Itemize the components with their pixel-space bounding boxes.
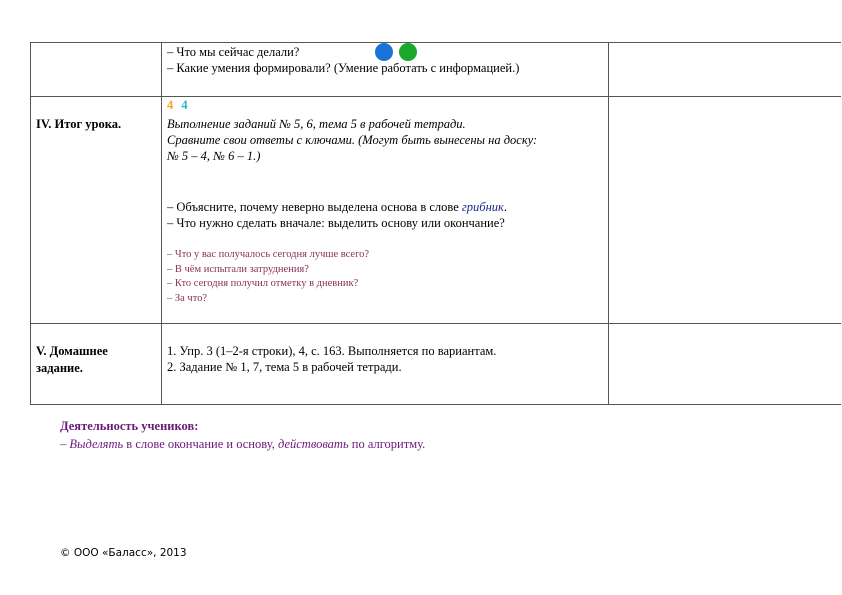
blue-circle-marker xyxy=(375,43,393,61)
marker-orange: 4 xyxy=(167,98,174,112)
activity-block xyxy=(60,418,425,452)
activity-title: Деятельность учеников: xyxy=(60,419,199,433)
row2-markers xyxy=(167,98,188,113)
homework-item-2: 2. Задание № 1, 7, тема 5 в рабочей тетради. xyxy=(167,360,402,374)
copyright-footer: © ООО «Баласс», 2013 xyxy=(60,547,187,559)
reflection-item: – За что? xyxy=(167,292,208,304)
task-line-3: № 5 – 4, № 6 – 1.) xyxy=(167,149,261,163)
reflection-item: – Кто сегодня получил отметку в дневник? xyxy=(167,278,359,289)
green-circle-marker xyxy=(399,43,417,61)
row2-questions xyxy=(167,199,507,231)
reflection-item: – Что у вас получалось сегодня лучше всего? xyxy=(167,249,370,260)
table-column-divider xyxy=(608,42,609,405)
row1-question-2: – Какие умения формировали? (Умение работать с информацией.) xyxy=(167,61,520,75)
reflection-item: – В чём испытали затруднения? xyxy=(167,263,309,275)
homework-content xyxy=(167,343,496,375)
table-row-divider xyxy=(30,96,841,97)
row1-question-1: – Что мы сейчас делали? xyxy=(167,45,300,59)
stage-title-homework: V. Домашнее задание. xyxy=(36,344,108,375)
reflection-questions xyxy=(167,248,369,306)
table-border-top xyxy=(30,42,841,43)
table-border-left xyxy=(30,42,31,405)
homework-item-1: 1. Упр. 3 (1–2-я строки), 4, с. 163. Выполняется по вариантам. xyxy=(167,344,497,358)
question-explain: – Объясните, почему неверно выделена основа в слове грибник. xyxy=(167,200,507,214)
marker-cyan: 4 xyxy=(181,98,188,112)
row2-task xyxy=(167,116,537,164)
task-line-2: Сравните свои ответы с ключами. (Могут быть вынесены на доску: xyxy=(167,133,538,147)
task-line-1: Выполнение заданий № 5, 6, тема 5 в рабочей тетради. xyxy=(167,117,466,131)
question-first-step: – Что нужно сделать вначале: выделить основу или окончание? xyxy=(167,216,505,230)
row1-content xyxy=(167,44,519,76)
word-gribnik: грибник xyxy=(461,200,504,214)
activity-text: – Выделять в слове окончание и основу, действовать по алгоритму. xyxy=(60,437,426,451)
table-border-bottom xyxy=(30,404,841,405)
table-row-divider xyxy=(30,323,841,324)
stage-title-summary: IV. Итог урока. xyxy=(36,117,122,131)
table-column-divider xyxy=(161,42,162,405)
